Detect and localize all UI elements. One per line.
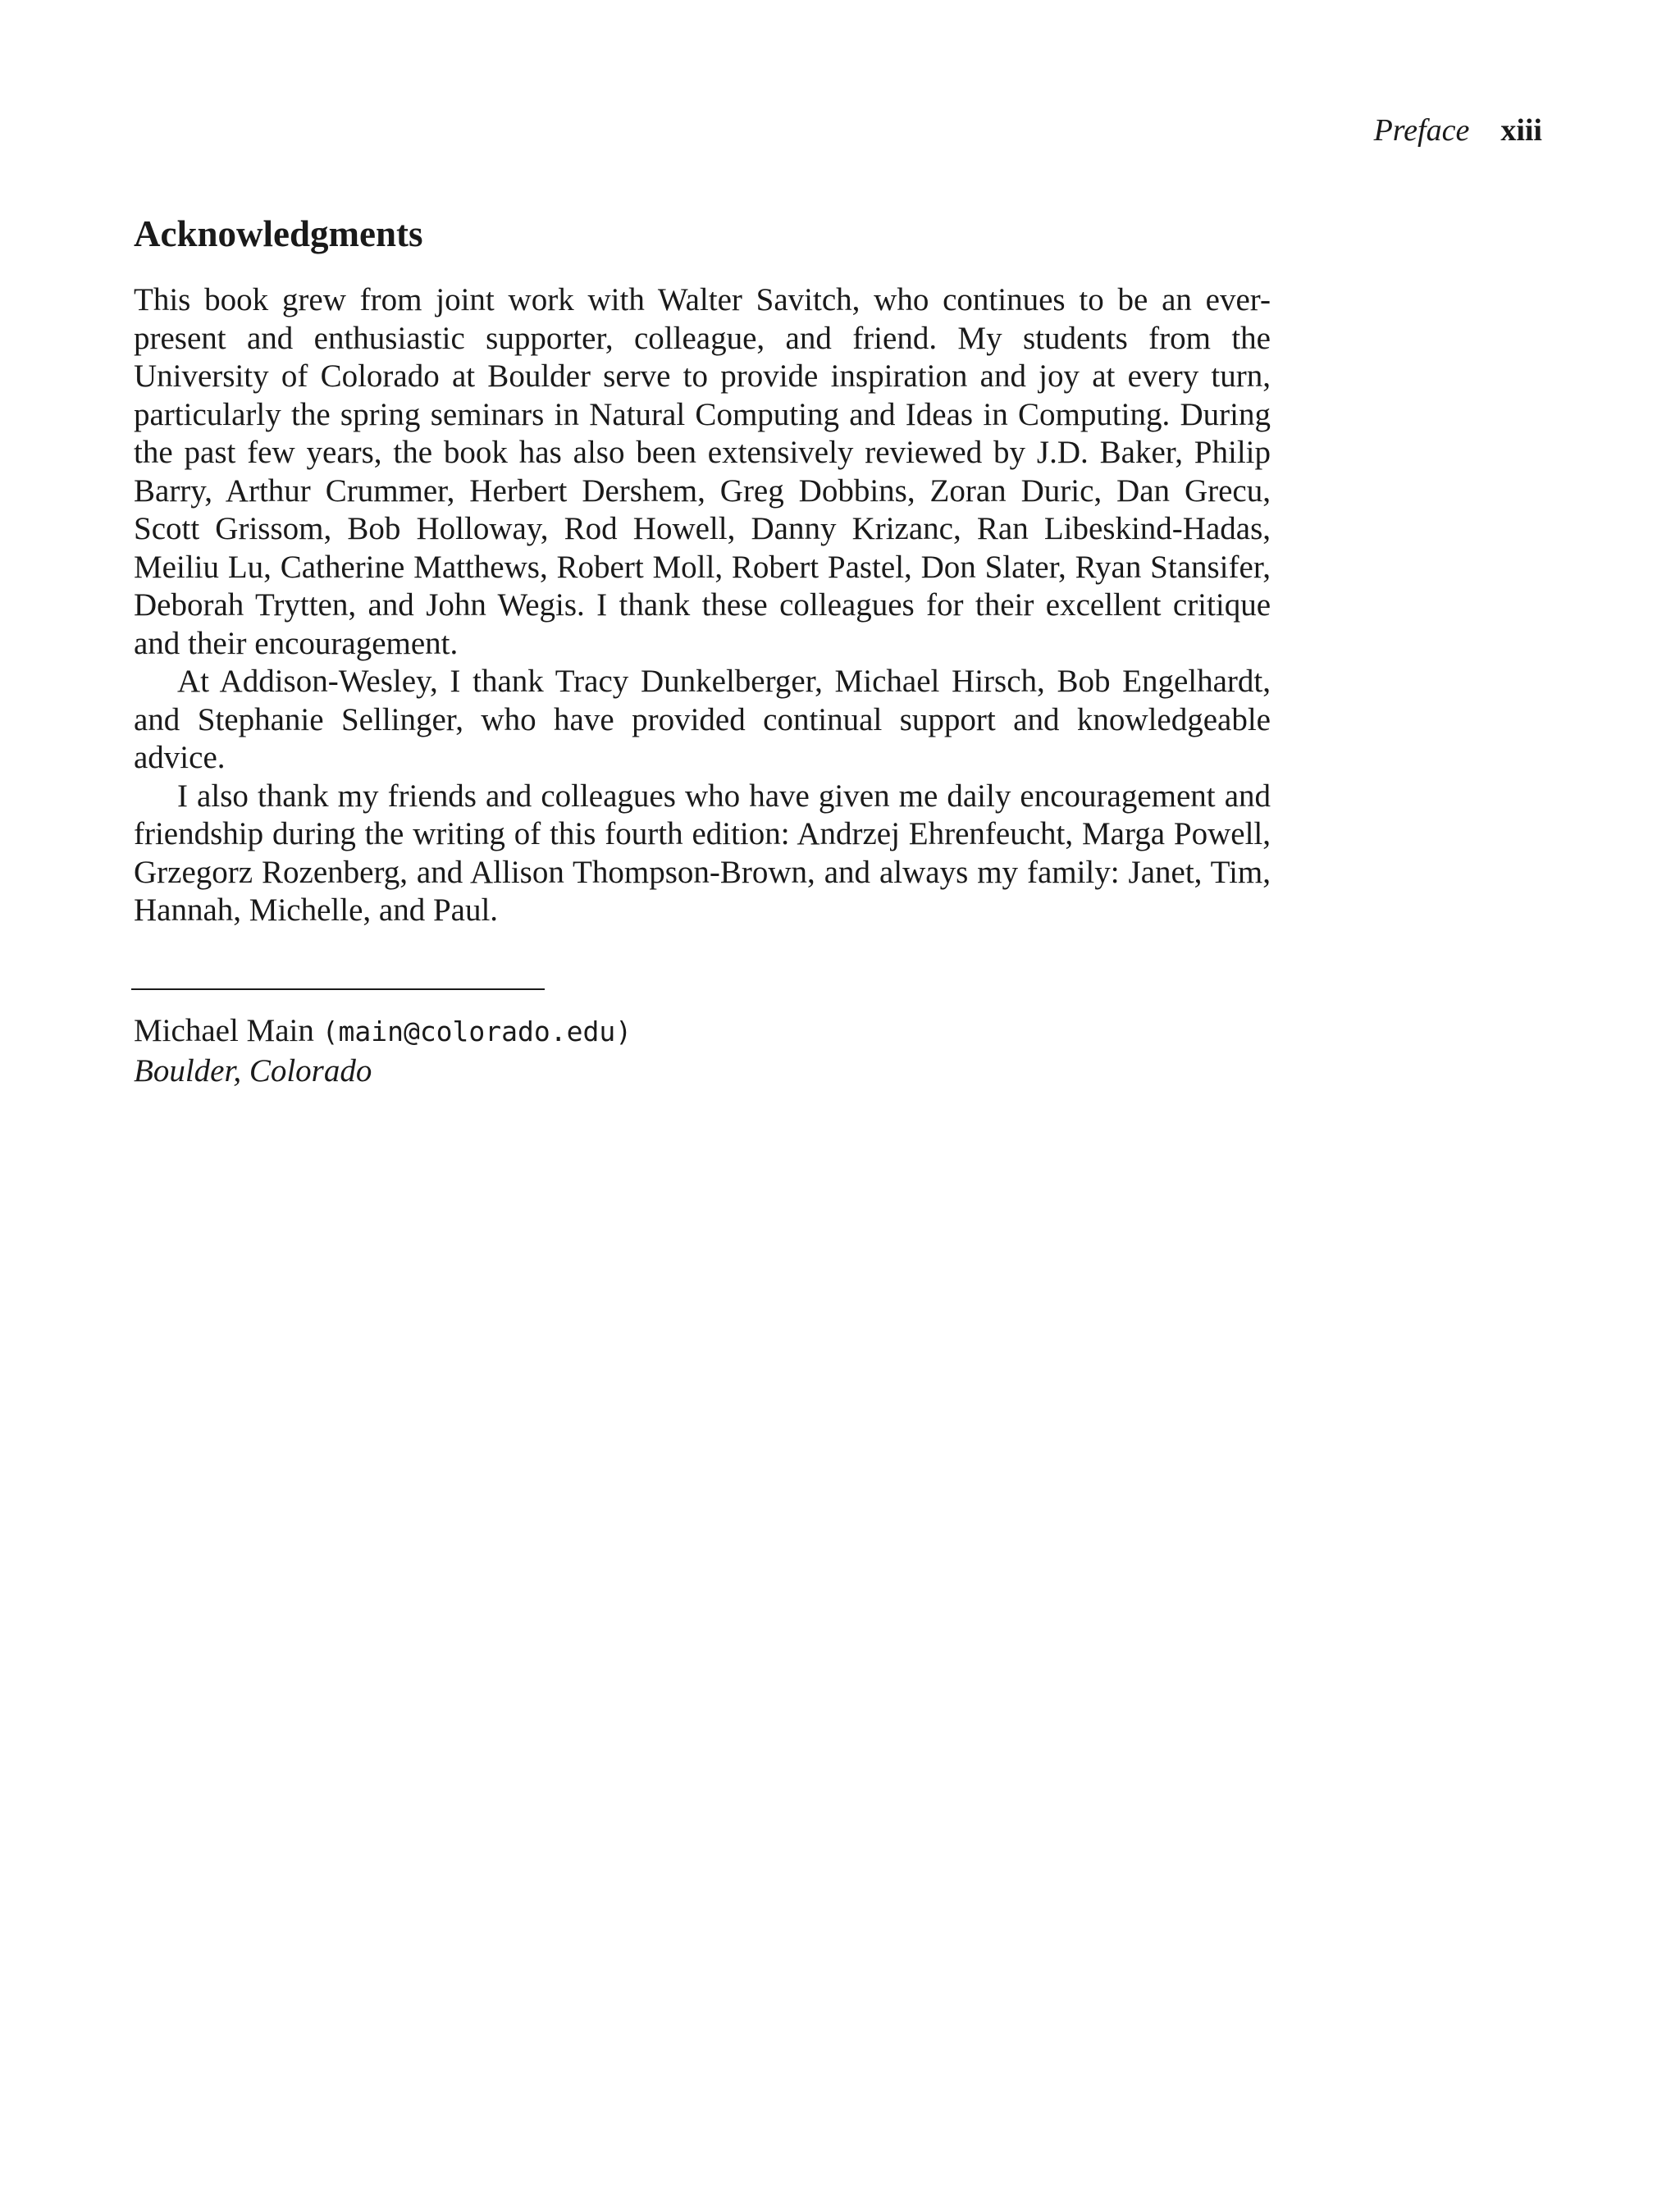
page-number: xiii <box>1500 113 1542 148</box>
paragraph: I also thank my friends and colleagues who have given me daily encouragement and friendship during the writing of this fourth edition: Andrzej Ehrenfeucht, Marga Powell, Grzegorz Rozenberg, and Allison Thompson-Brown, and always my family: Janet, Tim, Hannah, Michelle, and Paul. <box>134 778 1271 928</box>
paragraph: At Addison-Wesley, I thank Tracy Dunkelberger, Michael Hirsch, Bob Engelhardt, and Stephanie Sellinger, who have provided continual support and knowledgeable advice. <box>134 664 1271 775</box>
page-body <box>134 209 1271 1091</box>
author-email: (main@colorado.edu) <box>322 1015 632 1047</box>
signature-block <box>134 1011 1271 1091</box>
author-location: Boulder, Colorado <box>134 1052 372 1088</box>
running-head <box>1374 111 1542 150</box>
author-name: Michael Main <box>134 1012 314 1048</box>
section-heading: Acknowledgments <box>134 213 423 254</box>
paragraph: This book grew from joint work with Walter Savitch, who continues to be an ever-present and enthusiastic supporter, colleague, and friend. My students from the University of Colorado at Boulder serve to provide inspiration and joy at every turn, particularly the spring seminars in Natural Computing and Ideas in Computing. During the past few years, the book has also been extensively reviewed by J.D. Baker, Philip Barry, Arthur Crummer, Herbert Dershem, Greg Dobbins, Zoran Duric, Dan Grecu, Scott Grissom, Bob Holloway, Rod Howell, Danny Krizanc, Ran Libeskind-Hadas, Meiliu Lu, Catherine Matthews, Robert Moll, Robert Pastel, Don Slater, Ryan Stansifer, Deborah Trytten, and John Wegis. I thank these colleagues for their excellent critique and their encouragement. <box>134 282 1271 661</box>
signature-divider <box>131 988 545 990</box>
running-head-section: Preface <box>1373 113 1470 148</box>
signature-line <box>134 1011 1271 1052</box>
